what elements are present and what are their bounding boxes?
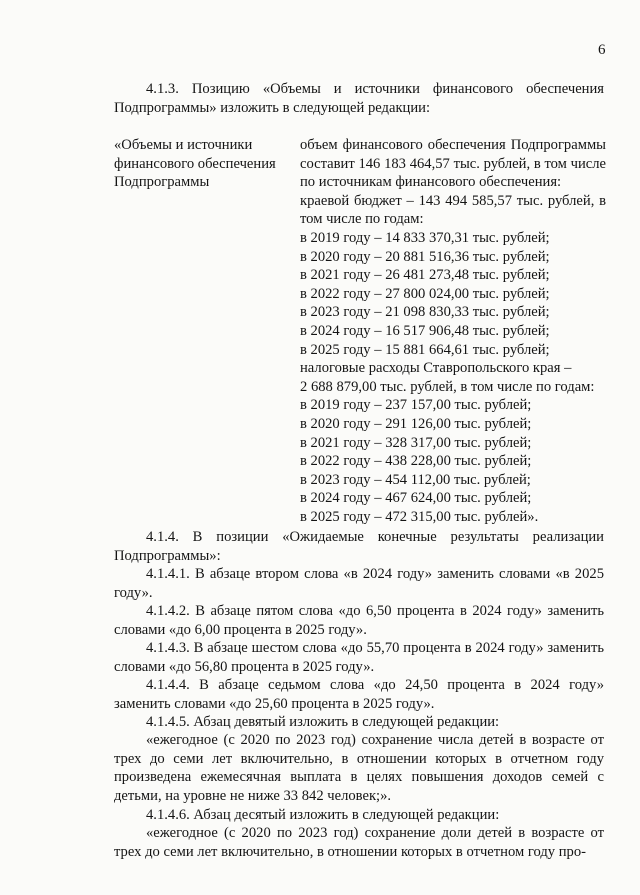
tax-expenses-intro: налоговые расходы Ставропольского края – xyxy=(300,360,572,377)
paragraph-4-1-4-6: 4.1.4.6. Абзац десятый изложить в следующей редакции: xyxy=(146,807,500,823)
regional-year-line: в 2025 году – 15 881 664,61 тыс. рублей; xyxy=(300,341,550,358)
page-number: 6 xyxy=(598,42,606,58)
regional-year-line: в 2019 году – 14 833 370,31 тыс. рублей; xyxy=(300,229,550,246)
tax-year-line: в 2024 году – 467 624,00 тыс. рублей; xyxy=(300,490,532,507)
regional-year-line: в 2020 году – 20 881 516,36 тыс. рублей; xyxy=(300,248,550,265)
paragraph-4-1-4-1: 4.1.4.1. В абзаце втором слова «в 2024 году» заменить словами «в 2025 году». xyxy=(114,566,604,601)
paragraph-4-1-4: 4.1.4. В позиции «Ожидаемые конечные результаты реализации Подпрограммы»: xyxy=(114,529,604,564)
paragraph-4-1-4-2: 4.1.4.2. В абзаце пятом слова «до 6,50 процента в 2024 году» заменить словами «до 6,00 процента в 2025 году». xyxy=(114,603,604,638)
section-4-1-3: 4.1.3. Позицию «Объемы и источники финансового обеспечения Подпрограммы» изложить в следующей редакции: xyxy=(114,81,604,116)
tax-expenses-total: 2 688 879,00 тыс. рублей, в том числе по годам: xyxy=(300,378,595,395)
tax-year-line: в 2019 году – 237 157,00 тыс. рублей; xyxy=(300,397,532,414)
paragraph-4-1-4-3: 4.1.4.3. В абзаце шестом слова «до 55,70 процента в 2024 году» заменить словами «до 56,80 процента в 2025 году». xyxy=(114,640,604,675)
table-right-cell xyxy=(300,136,606,526)
regional-year-line: в 2021 году – 26 481 273,48 тыс. рублей; xyxy=(300,267,550,284)
paragraph-4-1-4-4: 4.1.4.4. В абзаце седьмом слова «до 24,50 процента в 2024 году» заменить словами «до 25,60 процента в 2025 году». xyxy=(114,677,604,712)
regional-budget-intro: краевой бюджет – 143 494 585,57 тыс. рублей, в том числе по годам: xyxy=(300,192,606,228)
paragraph-4-1-4-5-quote: «ежегодное (с 2020 по 2023 год) сохранение числа детей в возрасте от трех до семи лет включительно, в отношении которых в отчетном году произведена ежемесячная выплата в целях повышения доходов семей с детьми, на уровне не ниже 33 842 человек;». xyxy=(114,732,604,804)
regional-year-line: в 2022 году – 27 800 024,00 тыс. рублей; xyxy=(300,285,550,302)
table-left-cell: «Объемы и источники финансового обеспечения Подпрограммы xyxy=(114,137,276,191)
tax-year-line: в 2025 году – 472 315,00 тыс. рублей». xyxy=(300,508,539,525)
regional-year-line: в 2024 году – 16 517 906,48 тыс. рублей; xyxy=(300,322,550,339)
paragraph-4-1-4-5: 4.1.4.5. Абзац девятый изложить в следующей редакции: xyxy=(146,714,500,730)
paragraph-4-1-4-6-quote: «ежегодное (с 2020 по 2023 год) сохранение доли детей в возрасте от трех до семи лет включительно, в отношении которых в отчетном году про- xyxy=(114,825,604,860)
regional-year-line: в 2023 году – 21 098 830,33 тыс. рублей; xyxy=(300,304,550,321)
tax-year-line: в 2020 году – 291 126,00 тыс. рублей; xyxy=(300,415,532,432)
tax-year-line: в 2022 году – 438 228,00 тыс. рублей; xyxy=(300,453,532,470)
tax-year-line: в 2023 году – 454 112,00 тыс. рублей; xyxy=(300,471,531,488)
funding-total-text: объем финансового обеспечения Подпрограммы составит 146 183 464,57 тыс. рублей, в том числе по источникам финансового обеспечения: xyxy=(300,137,606,191)
tax-year-line: в 2021 году – 328 317,00 тыс. рублей; xyxy=(300,434,532,451)
